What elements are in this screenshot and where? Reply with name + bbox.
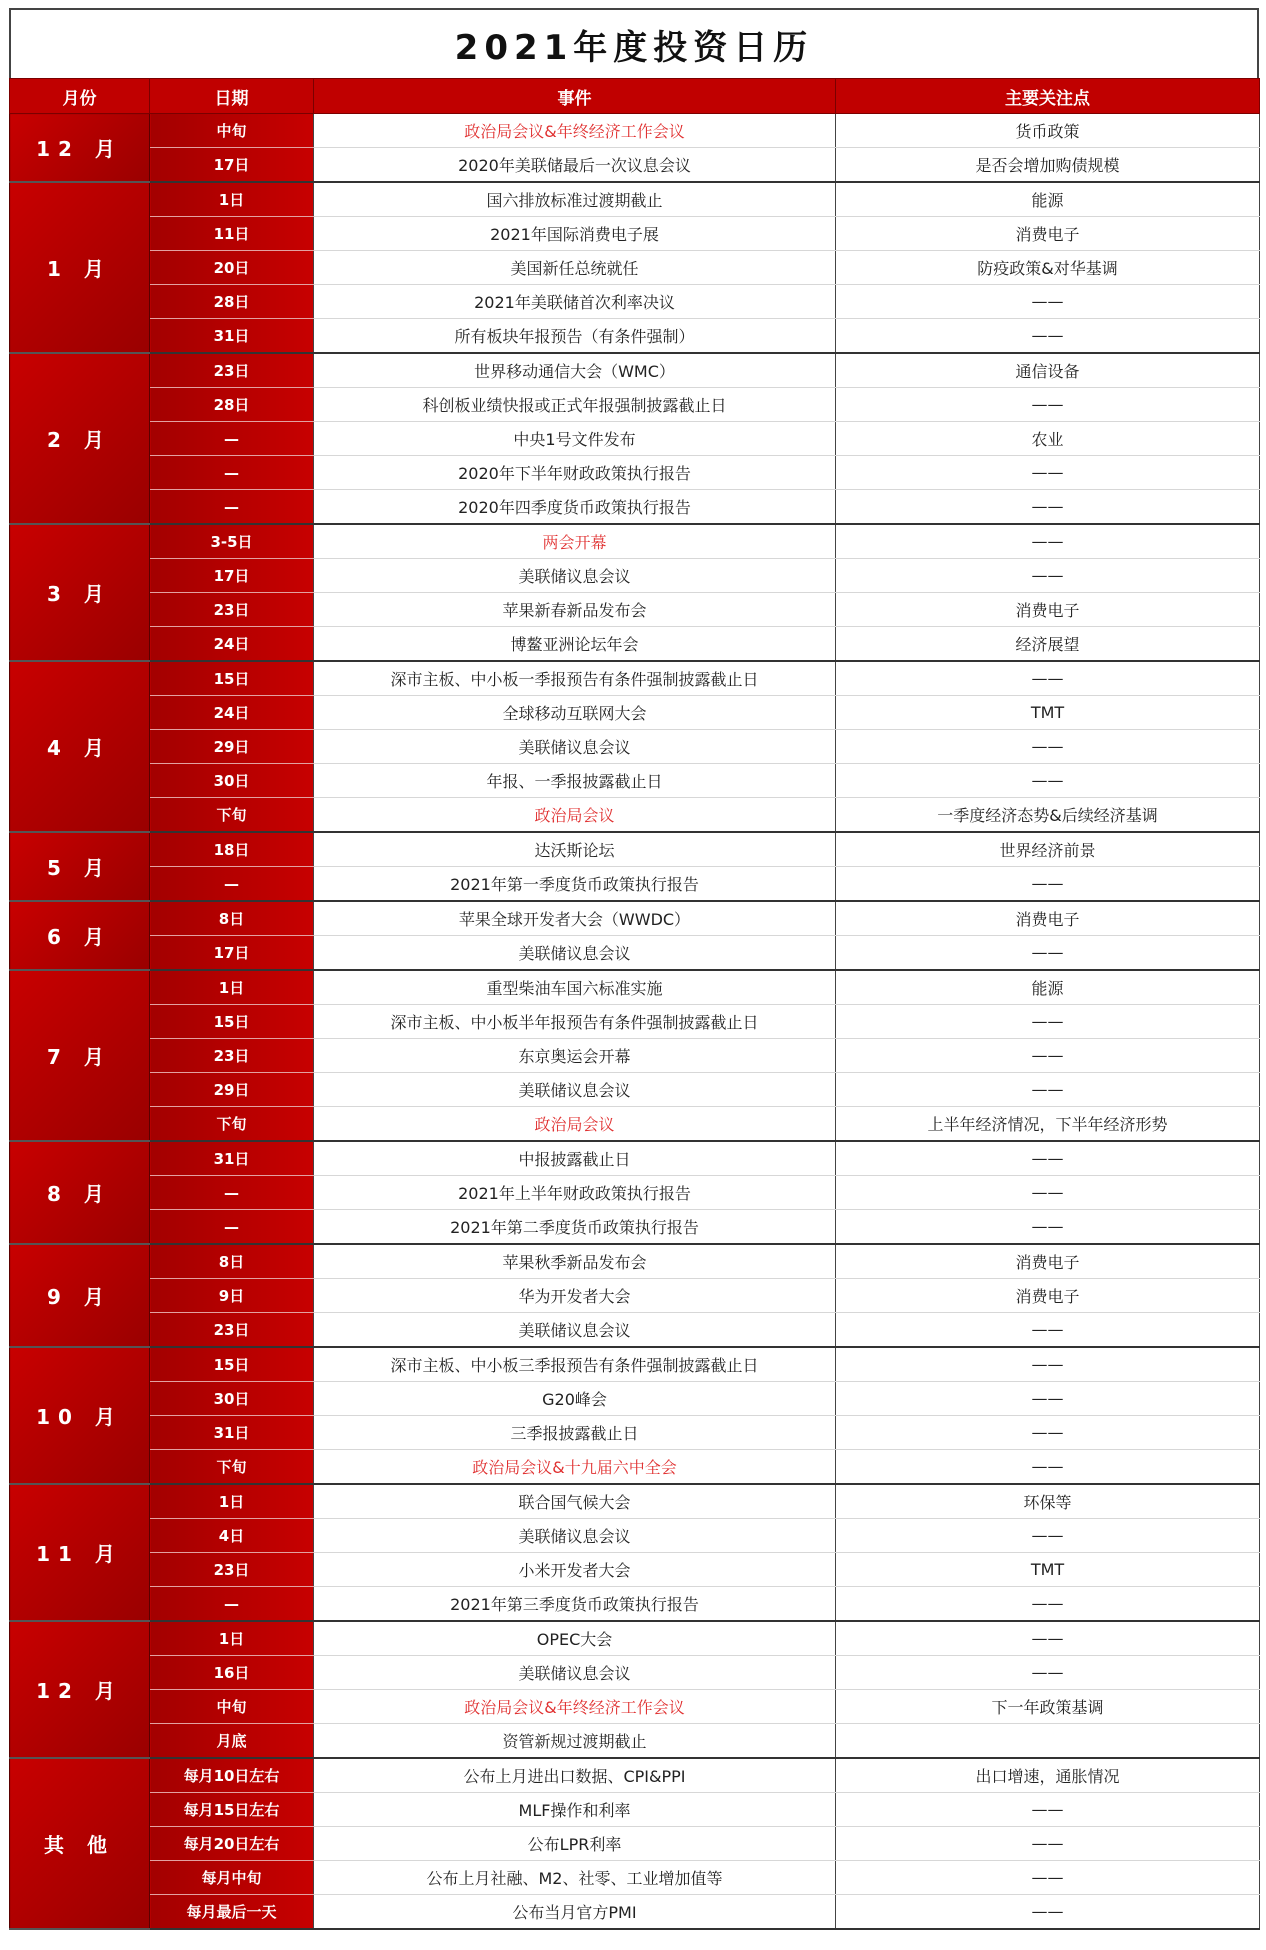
date-cell: 29日 bbox=[150, 730, 314, 764]
focus-cell: —— bbox=[836, 730, 1260, 764]
page-title: 2021年度投资日历 bbox=[9, 8, 1259, 78]
date-cell: 4日 bbox=[150, 1519, 314, 1553]
focus-cell: 世界经济前景 bbox=[836, 832, 1260, 867]
date-cell: 15日 bbox=[150, 661, 314, 696]
event-cell: 苹果新春新品发布会 bbox=[314, 593, 836, 627]
event-cell: 国六排放标准过渡期截止 bbox=[314, 182, 836, 217]
focus-cell: 上半年经济情况，下半年经济形势 bbox=[836, 1107, 1260, 1142]
table-row bbox=[10, 285, 1260, 319]
table-row bbox=[10, 1827, 1260, 1861]
date-cell: 每月中旬 bbox=[150, 1861, 314, 1895]
event-cell: 2021年第一季度货币政策执行报告 bbox=[314, 867, 836, 902]
date-cell: 16日 bbox=[150, 1656, 314, 1690]
focus-cell bbox=[836, 1724, 1260, 1759]
table-row bbox=[10, 1621, 1260, 1656]
focus-cell: —— bbox=[836, 1793, 1260, 1827]
date-cell: 每月10日左右 bbox=[150, 1758, 314, 1793]
focus-cell: —— bbox=[836, 559, 1260, 593]
event-cell: 全球移动互联网大会 bbox=[314, 696, 836, 730]
focus-cell: —— bbox=[836, 1313, 1260, 1348]
date-cell: 24日 bbox=[150, 627, 314, 662]
table-row bbox=[10, 217, 1260, 251]
table-row bbox=[10, 1724, 1260, 1759]
event-cell: 深市主板、中小板一季报预告有条件强制披露截止日 bbox=[314, 661, 836, 696]
focus-cell: 通信设备 bbox=[836, 353, 1260, 388]
table-row bbox=[10, 182, 1260, 217]
focus-cell: —— bbox=[836, 1176, 1260, 1210]
table-row bbox=[10, 1793, 1260, 1827]
table-row bbox=[10, 1553, 1260, 1587]
month-cell: 1 月 bbox=[10, 182, 150, 353]
date-cell: 31日 bbox=[150, 1416, 314, 1450]
date-cell: 15日 bbox=[150, 1005, 314, 1039]
date-cell: 29日 bbox=[150, 1073, 314, 1107]
focus-cell: 下一年政策基调 bbox=[836, 1690, 1260, 1724]
table-row bbox=[10, 696, 1260, 730]
focus-cell: 农业 bbox=[836, 422, 1260, 456]
focus-cell: 能源 bbox=[836, 970, 1260, 1005]
focus-cell: —— bbox=[836, 1141, 1260, 1176]
date-cell: 每月15日左右 bbox=[150, 1793, 314, 1827]
table-row bbox=[10, 1484, 1260, 1519]
calendar-table bbox=[9, 78, 1260, 1930]
date-cell: 23日 bbox=[150, 593, 314, 627]
event-cell: 公布LPR利率 bbox=[314, 1827, 836, 1861]
event-cell: OPEC大会 bbox=[314, 1621, 836, 1656]
table-row bbox=[10, 319, 1260, 354]
event-cell: 政治局会议&年终经济工作会议 bbox=[314, 1690, 836, 1724]
focus-cell: —— bbox=[836, 524, 1260, 559]
table-row bbox=[10, 1656, 1260, 1690]
focus-cell: —— bbox=[836, 1656, 1260, 1690]
month-cell: 9 月 bbox=[10, 1244, 150, 1347]
focus-cell: —— bbox=[836, 1861, 1260, 1895]
month-cell: 8 月 bbox=[10, 1141, 150, 1244]
event-cell: 东京奥运会开幕 bbox=[314, 1039, 836, 1073]
focus-cell: 能源 bbox=[836, 182, 1260, 217]
calendar-container bbox=[9, 8, 1259, 1930]
date-cell: 下旬 bbox=[150, 798, 314, 833]
header-focus: 主要关注点 bbox=[836, 79, 1260, 114]
focus-cell: 一季度经济态势&后续经济基调 bbox=[836, 798, 1260, 833]
focus-cell: 出口增速，通胀情况 bbox=[836, 1758, 1260, 1793]
date-cell: — bbox=[150, 1176, 314, 1210]
table-row bbox=[10, 490, 1260, 525]
focus-cell: —— bbox=[836, 490, 1260, 525]
event-cell: 中央1号文件发布 bbox=[314, 422, 836, 456]
date-cell: 中旬 bbox=[150, 114, 314, 148]
event-cell: 世界移动通信大会（WMC） bbox=[314, 353, 836, 388]
date-cell: 20日 bbox=[150, 251, 314, 285]
event-cell: 政治局会议 bbox=[314, 798, 836, 833]
date-cell: 1日 bbox=[150, 182, 314, 217]
event-cell: 2021年美联储首次利率决议 bbox=[314, 285, 836, 319]
focus-cell: 经济展望 bbox=[836, 627, 1260, 662]
event-cell: 2021年国际消费电子展 bbox=[314, 217, 836, 251]
table-row bbox=[10, 936, 1260, 971]
month-cell: 3 月 bbox=[10, 524, 150, 661]
table-row bbox=[10, 832, 1260, 867]
event-cell: 美联储议息会议 bbox=[314, 1519, 836, 1553]
focus-cell: —— bbox=[836, 1039, 1260, 1073]
table-row bbox=[10, 1244, 1260, 1279]
header-row bbox=[10, 79, 1260, 114]
date-cell: 31日 bbox=[150, 319, 314, 354]
focus-cell: 消费电子 bbox=[836, 217, 1260, 251]
event-cell: 美联储议息会议 bbox=[314, 1656, 836, 1690]
focus-cell: —— bbox=[836, 319, 1260, 354]
date-cell: — bbox=[150, 422, 314, 456]
date-cell: 下旬 bbox=[150, 1107, 314, 1142]
date-cell: 17日 bbox=[150, 559, 314, 593]
table-row bbox=[10, 1005, 1260, 1039]
event-cell: G20峰会 bbox=[314, 1382, 836, 1416]
date-cell: 每月20日左右 bbox=[150, 1827, 314, 1861]
event-cell: 博鳌亚洲论坛年会 bbox=[314, 627, 836, 662]
event-cell: 美国新任总统就任 bbox=[314, 251, 836, 285]
header-month: 月份 bbox=[10, 79, 150, 114]
date-cell: — bbox=[150, 490, 314, 525]
date-cell: 15日 bbox=[150, 1347, 314, 1382]
date-cell: 8日 bbox=[150, 901, 314, 936]
event-cell: 美联储议息会议 bbox=[314, 559, 836, 593]
table-row bbox=[10, 559, 1260, 593]
month-cell: 6 月 bbox=[10, 901, 150, 970]
event-cell: 2020年四季度货币政策执行报告 bbox=[314, 490, 836, 525]
event-cell: 苹果秋季新品发布会 bbox=[314, 1244, 836, 1279]
event-cell: 公布上月社融、M2、社零、工业增加值等 bbox=[314, 1861, 836, 1895]
date-cell: 24日 bbox=[150, 696, 314, 730]
table-row bbox=[10, 1313, 1260, 1348]
date-cell: 31日 bbox=[150, 1141, 314, 1176]
month-cell: 2 月 bbox=[10, 353, 150, 524]
focus-cell: —— bbox=[836, 936, 1260, 971]
table-row bbox=[10, 1758, 1260, 1793]
date-cell: 28日 bbox=[150, 285, 314, 319]
focus-cell: —— bbox=[836, 1519, 1260, 1553]
date-cell: — bbox=[150, 867, 314, 902]
table-row bbox=[10, 798, 1260, 833]
focus-cell: TMT bbox=[836, 696, 1260, 730]
header-event: 事件 bbox=[314, 79, 836, 114]
focus-cell: —— bbox=[836, 1827, 1260, 1861]
month-cell: 11 月 bbox=[10, 1484, 150, 1621]
focus-cell: 消费电子 bbox=[836, 593, 1260, 627]
event-cell: 华为开发者大会 bbox=[314, 1279, 836, 1313]
table-row bbox=[10, 1416, 1260, 1450]
month-cell: 12 月 bbox=[10, 1621, 150, 1758]
date-cell: — bbox=[150, 456, 314, 490]
table-row bbox=[10, 148, 1260, 183]
table-row bbox=[10, 1107, 1260, 1142]
focus-cell: 消费电子 bbox=[836, 1279, 1260, 1313]
event-cell: 深市主板、中小板三季报预告有条件强制披露截止日 bbox=[314, 1347, 836, 1382]
focus-cell: —— bbox=[836, 1073, 1260, 1107]
focus-cell: —— bbox=[836, 1416, 1260, 1450]
focus-cell: —— bbox=[836, 1450, 1260, 1485]
event-cell: 美联储议息会议 bbox=[314, 1313, 836, 1348]
table-row bbox=[10, 456, 1260, 490]
event-cell: 公布上月进出口数据、CPI&PPI bbox=[314, 1758, 836, 1793]
table-row bbox=[10, 970, 1260, 1005]
date-cell: 中旬 bbox=[150, 1690, 314, 1724]
event-cell: 苹果全球开发者大会（WWDC） bbox=[314, 901, 836, 936]
focus-cell: 消费电子 bbox=[836, 1244, 1260, 1279]
event-cell: 所有板块年报预告（有条件强制） bbox=[314, 319, 836, 354]
focus-cell: —— bbox=[836, 1210, 1260, 1245]
table-row bbox=[10, 1039, 1260, 1073]
table-row bbox=[10, 1519, 1260, 1553]
table-row bbox=[10, 422, 1260, 456]
table-row bbox=[10, 1861, 1260, 1895]
focus-cell: 货币政策 bbox=[836, 114, 1260, 148]
date-cell: — bbox=[150, 1587, 314, 1622]
event-cell: 科创板业绩快报或正式年报强制披露截止日 bbox=[314, 388, 836, 422]
focus-cell: —— bbox=[836, 388, 1260, 422]
table-row bbox=[10, 867, 1260, 902]
event-cell: 2021年第三季度货币政策执行报告 bbox=[314, 1587, 836, 1622]
date-cell: 9日 bbox=[150, 1279, 314, 1313]
date-cell: 下旬 bbox=[150, 1450, 314, 1485]
event-cell: MLF操作和利率 bbox=[314, 1793, 836, 1827]
table-row bbox=[10, 353, 1260, 388]
date-cell: 23日 bbox=[150, 353, 314, 388]
event-cell: 中报披露截止日 bbox=[314, 1141, 836, 1176]
event-cell: 2021年第二季度货币政策执行报告 bbox=[314, 1210, 836, 1245]
date-cell: 1日 bbox=[150, 1484, 314, 1519]
date-cell: 28日 bbox=[150, 388, 314, 422]
focus-cell: —— bbox=[836, 285, 1260, 319]
table-row bbox=[10, 627, 1260, 662]
event-cell: 两会开幕 bbox=[314, 524, 836, 559]
event-cell: 2020年下半年财政政策执行报告 bbox=[314, 456, 836, 490]
focus-cell: —— bbox=[836, 661, 1260, 696]
focus-cell: 防疫政策&对华基调 bbox=[836, 251, 1260, 285]
focus-cell: —— bbox=[836, 1587, 1260, 1622]
table-row bbox=[10, 388, 1260, 422]
table-row bbox=[10, 764, 1260, 798]
table-row bbox=[10, 1450, 1260, 1485]
event-cell: 2021年上半年财政政策执行报告 bbox=[314, 1176, 836, 1210]
date-cell: 18日 bbox=[150, 832, 314, 867]
event-cell: 美联储议息会议 bbox=[314, 730, 836, 764]
focus-cell: —— bbox=[836, 1347, 1260, 1382]
date-cell: 23日 bbox=[150, 1313, 314, 1348]
date-cell: 1日 bbox=[150, 1621, 314, 1656]
focus-cell: —— bbox=[836, 1382, 1260, 1416]
focus-cell: —— bbox=[836, 456, 1260, 490]
table-row bbox=[10, 524, 1260, 559]
date-cell: 17日 bbox=[150, 148, 314, 183]
table-row bbox=[10, 1210, 1260, 1245]
event-cell: 政治局会议&十九届六中全会 bbox=[314, 1450, 836, 1485]
date-cell: 每月最后一天 bbox=[150, 1895, 314, 1930]
date-cell: — bbox=[150, 1210, 314, 1245]
table-row bbox=[10, 1141, 1260, 1176]
table-row bbox=[10, 901, 1260, 936]
table-row bbox=[10, 114, 1260, 148]
month-cell: 12 月 bbox=[10, 114, 150, 183]
focus-cell: 是否会增加购债规模 bbox=[836, 148, 1260, 183]
month-cell: 7 月 bbox=[10, 970, 150, 1141]
event-cell: 年报、一季报披露截止日 bbox=[314, 764, 836, 798]
event-cell: 联合国气候大会 bbox=[314, 1484, 836, 1519]
table-row bbox=[10, 1279, 1260, 1313]
table-row bbox=[10, 1587, 1260, 1622]
event-cell: 2020年美联储最后一次议息会议 bbox=[314, 148, 836, 183]
date-cell: 23日 bbox=[150, 1553, 314, 1587]
date-cell: 17日 bbox=[150, 936, 314, 971]
date-cell: 23日 bbox=[150, 1039, 314, 1073]
focus-cell: —— bbox=[836, 1005, 1260, 1039]
table-row bbox=[10, 1690, 1260, 1724]
month-cell: 其 他 bbox=[10, 1758, 150, 1929]
focus-cell: 消费电子 bbox=[836, 901, 1260, 936]
table-row bbox=[10, 1073, 1260, 1107]
event-cell: 深市主板、中小板半年报预告有条件强制披露截止日 bbox=[314, 1005, 836, 1039]
focus-cell: TMT bbox=[836, 1553, 1260, 1587]
table-row bbox=[10, 661, 1260, 696]
focus-cell: —— bbox=[836, 764, 1260, 798]
event-cell: 重型柴油车国六标准实施 bbox=[314, 970, 836, 1005]
table-row bbox=[10, 1895, 1260, 1930]
event-cell: 政治局会议 bbox=[314, 1107, 836, 1142]
focus-cell: —— bbox=[836, 867, 1260, 902]
month-cell: 10 月 bbox=[10, 1347, 150, 1484]
table-row bbox=[10, 251, 1260, 285]
table-row bbox=[10, 1176, 1260, 1210]
event-cell: 达沃斯论坛 bbox=[314, 832, 836, 867]
focus-cell: —— bbox=[836, 1621, 1260, 1656]
event-cell: 资管新规过渡期截止 bbox=[314, 1724, 836, 1759]
focus-cell: —— bbox=[836, 1895, 1260, 1930]
event-cell: 公布当月官方PMI bbox=[314, 1895, 836, 1930]
date-cell: 8日 bbox=[150, 1244, 314, 1279]
date-cell: 1日 bbox=[150, 970, 314, 1005]
table-row bbox=[10, 593, 1260, 627]
table-row bbox=[10, 730, 1260, 764]
table-row bbox=[10, 1382, 1260, 1416]
event-cell: 三季报披露截止日 bbox=[314, 1416, 836, 1450]
event-cell: 美联储议息会议 bbox=[314, 1073, 836, 1107]
event-cell: 小米开发者大会 bbox=[314, 1553, 836, 1587]
date-cell: 月底 bbox=[150, 1724, 314, 1759]
calendar-body bbox=[10, 114, 1260, 1930]
event-cell: 美联储议息会议 bbox=[314, 936, 836, 971]
date-cell: 30日 bbox=[150, 1382, 314, 1416]
date-cell: 3-5日 bbox=[150, 524, 314, 559]
date-cell: 11日 bbox=[150, 217, 314, 251]
event-cell: 政治局会议&年终经济工作会议 bbox=[314, 114, 836, 148]
focus-cell: 环保等 bbox=[836, 1484, 1260, 1519]
table-row bbox=[10, 1347, 1260, 1382]
header-date: 日期 bbox=[150, 79, 314, 114]
date-cell: 30日 bbox=[150, 764, 314, 798]
month-cell: 4 月 bbox=[10, 661, 150, 832]
month-cell: 5 月 bbox=[10, 832, 150, 901]
